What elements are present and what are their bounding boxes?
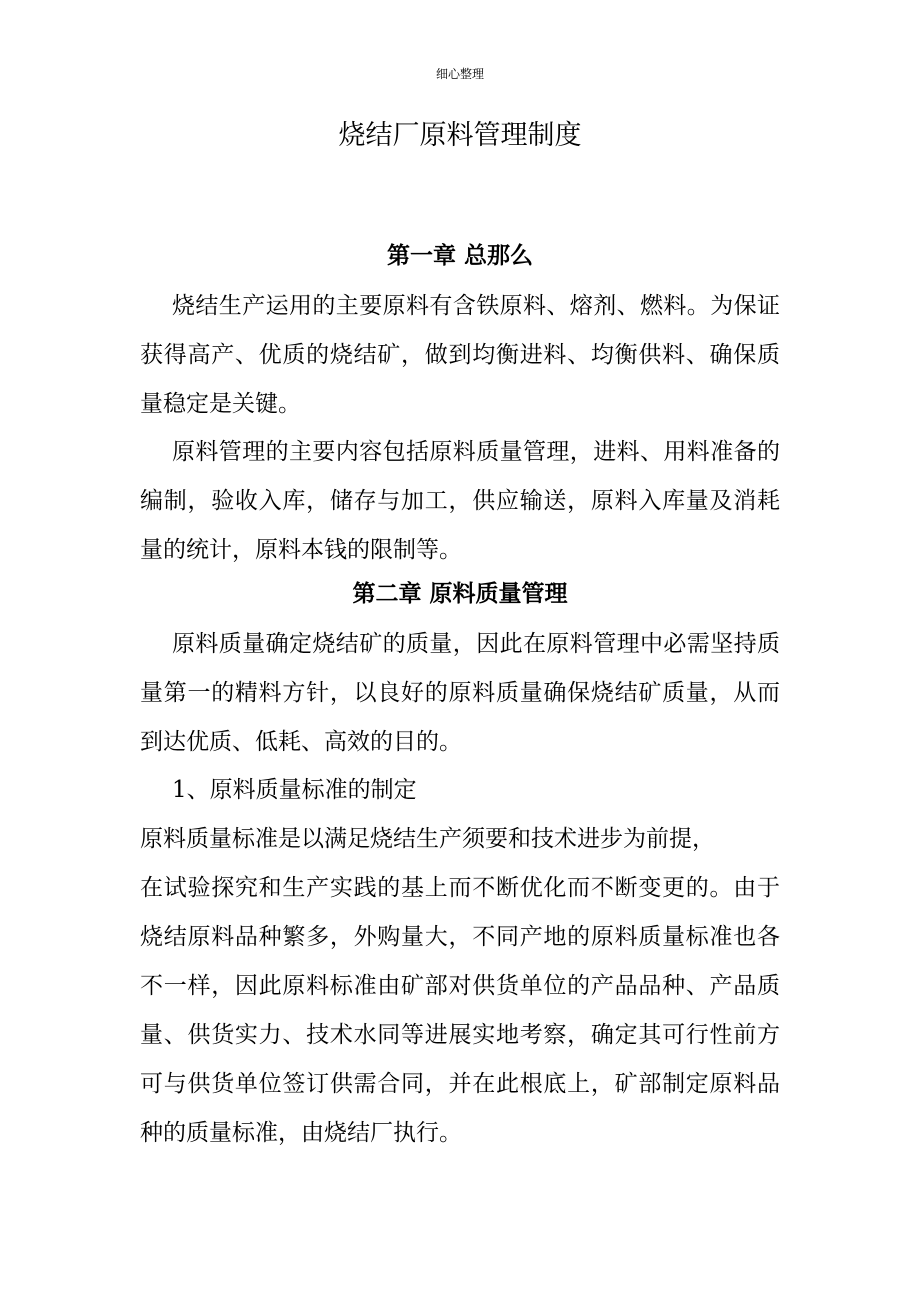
- chapter-1-heading: 第一章 总那么: [386, 243, 533, 269]
- section-1-title: 1、原料质量标准的制定: [172, 777, 417, 803]
- page-header: 细心整理: [435, 67, 484, 81]
- chapter-1-paragraph-2: 原料管理的主要内容包括原料质量管理，进料、用料准备的编制，验收入库，储存与加工，供应输送，原料入库量及消耗量的统计，原料本钱的限制等。: [140, 439, 780, 563]
- section-1-body: 在试验探究和生产实践的基上而不断优化而不断变更的。由于烧结原料品种繁多，外购量大，不同产地的原料质量标准也各不一样，因此原料标准由矿部对供货单位的产品品种、产品质量、供货实力、技术水同等进展实地考察，确定其可行性前方可与供货单位签订供需合同，并在此根底上，矿部制定原料品种的质量标准，由烧结厂执行。: [140, 875, 780, 1146]
- chapter-2-paragraph-1: 原料质量确定烧结矿的质量，因此在原料管理中必需坚持质量第一的精料方针，以良好的原料质量确保烧结矿质量，从而到达优质、低耗、高效的目的。: [140, 631, 780, 755]
- document-title: 烧结厂原料管理制度: [338, 120, 582, 151]
- chapter-1-paragraph-1: 烧结生产运用的主要原料有含铁原料、熔剂、燃料。为保证获得高产、优质的烧结矿，做到均衡进料、均衡供料、确保质量稳定是关键。: [140, 293, 780, 417]
- section-1-first-line: 原料质量标准是以满足烧结生产须要和技术进步为前提，: [140, 826, 715, 852]
- chapter-2-heading: 第二章 原料质量管理: [352, 581, 568, 607]
